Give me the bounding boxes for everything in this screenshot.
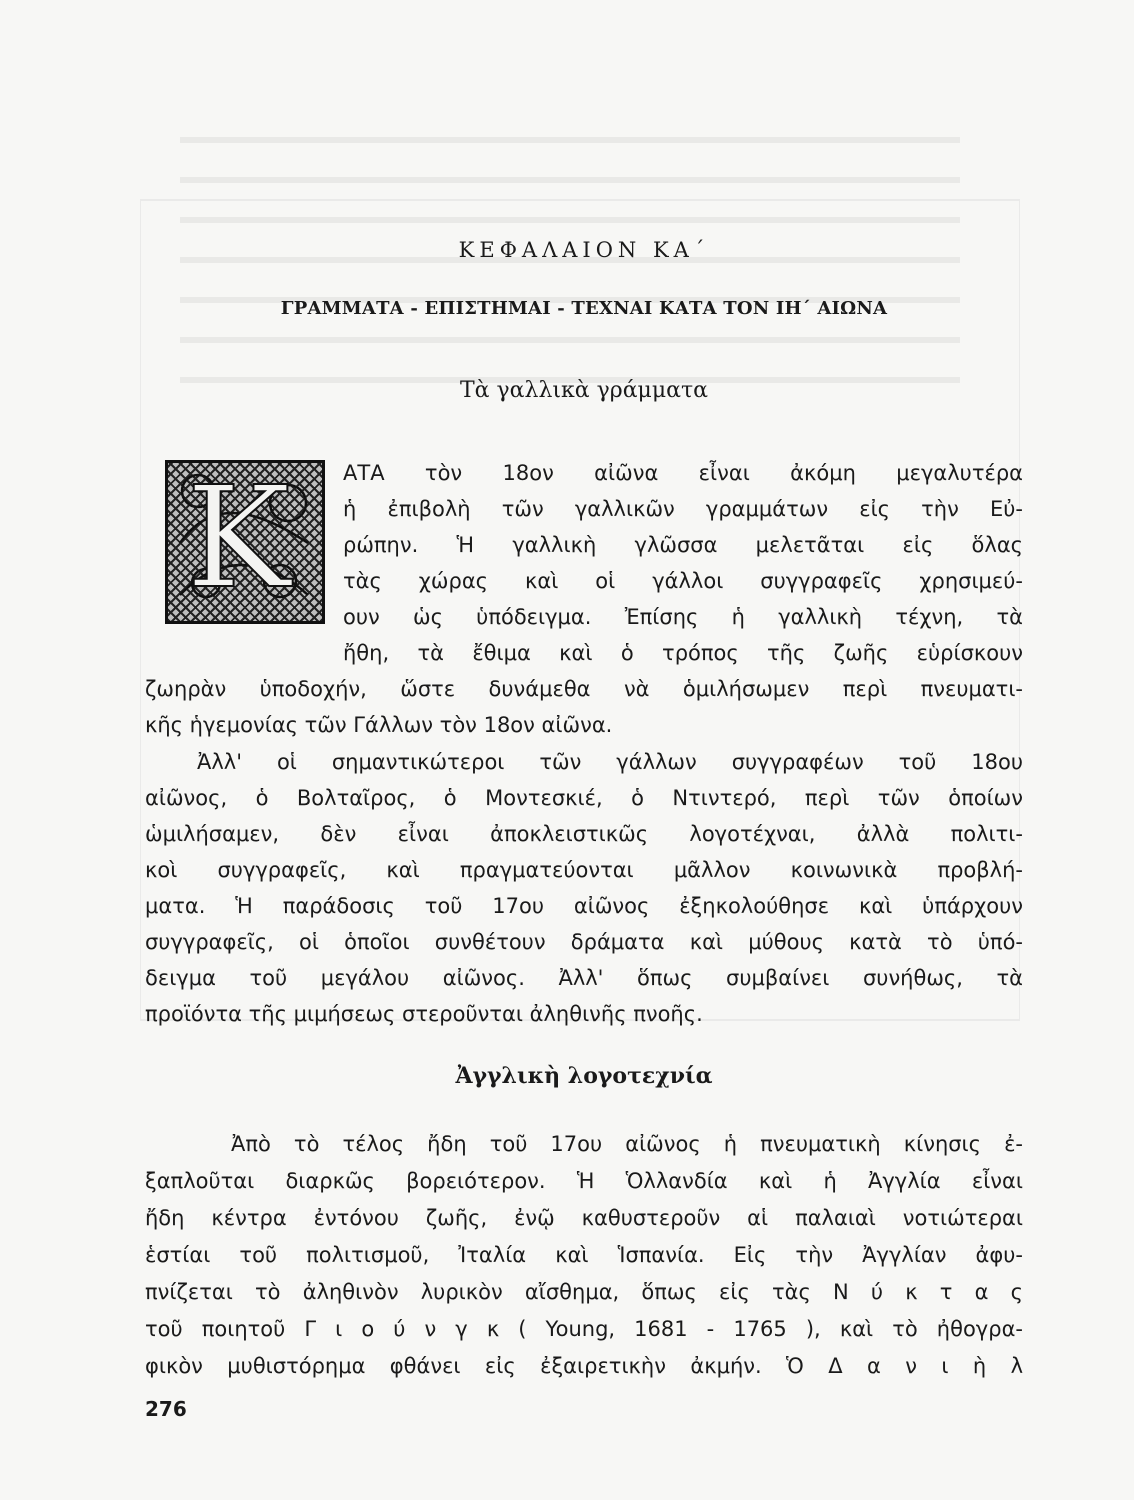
text-line: τοῦ ποιητοῦ Γ ι ο ύ ν γ κ ( Young, 1681 - 1765 ), καὶ τὸ ἠθογρα- (145, 1317, 1023, 1341)
text-line: ΑΤΑ τὸν 18ον αἰῶνα εἶναι ἀκόμη μεγαλυτέρα (343, 461, 1023, 485)
text-line: ἤθη, τὰ ἔθιμα καὶ ὁ τρόπος τῆς ζωῆς εὑρίσκουν (343, 641, 1023, 665)
text-line: ἡ ἐπιβολὴ τῶν γαλλικῶν γραμμάτων εἰς τὴν Εὐ- (343, 497, 1023, 521)
subtitle-english-literature: Ἀγγλικὴ λογοτεχνία (455, 1063, 713, 1089)
text-line: ἑστίαι τοῦ πολιτισμοῦ, Ἰταλία καὶ Ἱσπανία. Εἰς τὴν Ἀγγλίαν ἀφυ- (145, 1243, 1023, 1267)
text-line: δειγμα τοῦ μεγάλου αἰῶνος. Ἀλλ' ὅπως συμβαίνει συνήθως, τὰ (145, 966, 1023, 990)
text-line: ὡμιλήσαμεν, δὲν εἶναι ἀποκλειστικῶς λογοτέχναι, ἀλλὰ πολιτι- (145, 822, 1023, 846)
chapter-title: ΚΕΦΑΛΑΙΟΝ ΚΑ΄ (458, 238, 710, 262)
text-line: Ἀπὸ τὸ τέλος ἤδη τοῦ 17ου αἰῶνος ἡ πνευματικὴ κίνησις ἐ- (231, 1132, 1023, 1156)
text-line: Ἀλλ' οἱ σημαντικώτεροι τῶν γάλλων συγγραφέων τοῦ 18ου (197, 750, 1023, 774)
text-line: συγγραφεῖς, οἱ ὁποῖοι συνθέτουν δράματα καὶ μύθους κατὰ τὸ ὑπό- (145, 930, 1023, 954)
page-number: 276 (145, 1397, 187, 1421)
text-line: κῆς ἡγεμονίας τῶν Γάλλων τὸν 18ον αἰῶνα. (145, 713, 613, 737)
text-line: ξαπλοῦται διαρκῶς βορειότερον. Ἡ Ὁλλανδία καὶ ἡ Ἀγγλία εἶναι (145, 1169, 1023, 1193)
text-line: ουν ὡς ὑπόδειγμα. Ἐπίσης ἡ γαλλικὴ τέχνη, τὰ (343, 605, 1023, 629)
text-line: ματα. Ἡ παράδοσις τοῦ 17ου αἰῶνος ἐξηκολούθησε καὶ ὑπάρχουν (145, 894, 1023, 918)
text-line: τὰς χώρας καὶ οἱ γάλλοι συγγραφεῖς χρησιμεύ- (343, 569, 1023, 593)
text-line: ἤδη κέντρα ἐντόνου ζωῆς, ἐνῷ καθυστεροῦν αἱ παλαιαὶ νοτιώτεραι (145, 1206, 1023, 1230)
section-title: ΓΡΑΜΜΑΤΑ - ΕΠΙΣΤΗΜΑΙ - ΤΕΧΝΑΙ ΚΑΤΑ ΤΟΝ ΙΗ΄ ΑΙΩΝΑ (280, 298, 888, 319)
dropcap-letter: K (186, 457, 291, 620)
text-line: αἰῶνος, ὁ Βολταῖρος, ὁ Μοντεσκιέ, ὁ Ντιντερό, περὶ τῶν ὁποίων (145, 786, 1023, 810)
text-line: προϊόντα τῆς μιμήσεως στεροῦνται ἀληθινῆς πνοῆς. (145, 1002, 703, 1026)
subtitle-french-letters: Τὰ γαλλικὰ γράμματα (459, 378, 709, 403)
text-line: ρώπην. Ἡ γαλλικὴ γλῶσσα μελετᾶται εἰς ὅλας (343, 533, 1023, 557)
text-line: ζωηρὰν ὑποδοχήν, ὥστε δυνάμεθα νὰ ὁμιλήσωμεν περὶ πνευματι- (145, 677, 1023, 701)
text-line: φικὸν μυθιστόρημα φθάνει εἰς ἐξαιρετικὴν ἀκμήν. Ὁ Δ α ν ι ὴ λ (145, 1354, 1023, 1378)
text-line: κοὶ συγγραφεῖς, καὶ πραγματεύονται μᾶλλον κοινωνικὰ προβλή- (145, 858, 1023, 882)
text-line: πνίζεται τὸ ἀληθινὸν λυρικὸν αἴσθημα, ὅπως εἰς τὰς Ν ύ κ τ α ς (145, 1280, 1023, 1304)
decorative-dropcap (165, 457, 325, 624)
